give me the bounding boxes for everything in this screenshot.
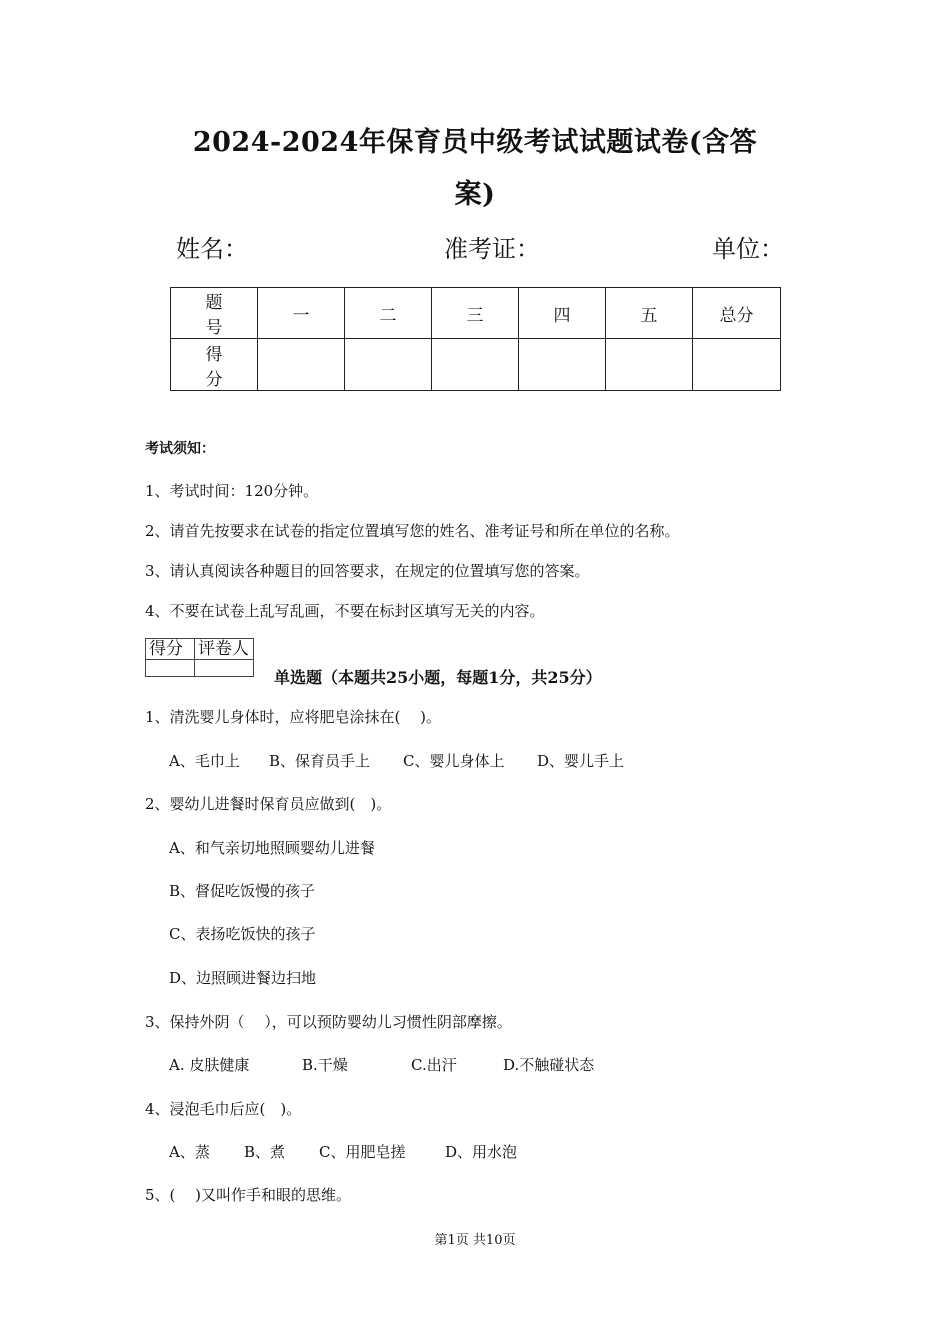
question-2-option-b[interactable]: B、督促吃饭慢的孩子 [169,882,316,900]
notice-item-4: 4、不要在试卷上乱写乱画，不要在标封区填写无关的内容。 [145,602,545,620]
question-1-stem: 1、清洗婴儿身体时，应将肥皂涂抹在( )。 [145,708,442,726]
question-4-option-b[interactable]: B、煮 [244,1143,286,1161]
notice-item-1: 1、考试时间：120分钟。 [145,482,319,500]
question-2-option-a[interactable]: A、和气亲切地照顾婴幼儿进餐 [169,839,375,857]
score-table-col-4: 四 [519,288,606,339]
score-table-header-row [171,288,781,339]
grader-box [145,638,254,677]
question-2-stem: 2、婴幼儿进餐时保育员应做到( )。 [145,795,392,813]
score-table-label-score: 得 分 [171,339,258,391]
grader-box-score-cell[interactable] [146,660,195,677]
question-2-option-d[interactable]: D、边照顾进餐边扫地 [169,969,317,987]
score-table [170,287,781,391]
score-cell-5[interactable] [606,339,693,391]
unit-field-label: 单位： [712,235,784,263]
section-title: 单选题（本题共25小题，每题1分，共25分） [274,668,602,687]
question-1-option-a[interactable]: A、毛巾上 [169,752,240,770]
question-4-option-c[interactable]: C、用肥皂搓 [319,1143,406,1161]
question-3-option-b[interactable]: B.干燥 [302,1056,348,1074]
question-3-option-a[interactable]: A. 皮肤健康 [169,1056,250,1074]
grader-box-score-label: 得分 [146,639,195,660]
question-1-option-c[interactable]: C、婴儿身体上 [403,752,505,770]
question-3-stem: 3、保持外阴（ ），可以预防婴幼儿习惯性阴部摩擦。 [145,1013,512,1031]
question-3-option-c[interactable]: C.出汗 [411,1056,457,1074]
exam-number-field-label: 准考证： [444,235,540,263]
score-table-col-1: 一 [258,288,345,339]
question-1-option-b[interactable]: B、保育员手上 [269,752,371,770]
grader-box-grader-label: 评卷人 [195,639,254,660]
score-cell-1[interactable] [258,339,345,391]
question-4-stem: 4、浸泡毛巾后应( )。 [145,1100,302,1118]
score-table-col-2: 二 [345,288,432,339]
page-title-line1: 2024-2024年保育员中级考试试题试卷(含答 [192,127,758,158]
score-table-col-total: 总分 [693,288,781,339]
grader-box-grader-cell[interactable] [195,660,254,677]
notice-item-3: 3、请认真阅读各种题目的回答要求，在规定的位置填写您的答案。 [145,562,590,580]
page-title-line2: 案) [454,179,496,210]
name-field-label: 姓名： [176,235,248,263]
score-cell-4[interactable] [519,339,606,391]
notice-title: 考试须知： [145,441,215,457]
score-cell-2[interactable] [345,339,432,391]
score-cell-total[interactable] [693,339,781,391]
score-cell-3[interactable] [432,339,519,391]
question-4-option-a[interactable]: A、蒸 [169,1143,210,1161]
page-number-footer: 第1页 共10页 [434,1233,516,1248]
question-5-stem: 5、( )又叫作手和眼的思维。 [145,1186,352,1204]
score-table-col-5: 五 [606,288,693,339]
question-4-option-d[interactable]: D、用水泡 [445,1143,518,1161]
score-table-label-number: 题 号 [171,288,258,339]
question-3-option-d[interactable]: D.不触碰状态 [503,1056,595,1074]
notice-item-2: 2、请首先按要求在试卷的指定位置填写您的姓名、准考证号和所在单位的名称。 [145,522,680,540]
score-table-col-3: 三 [432,288,519,339]
question-2-option-c[interactable]: C、表扬吃饭快的孩子 [169,925,316,943]
question-1-option-d[interactable]: D、婴儿手上 [537,752,625,770]
score-table-score-row [171,339,781,391]
